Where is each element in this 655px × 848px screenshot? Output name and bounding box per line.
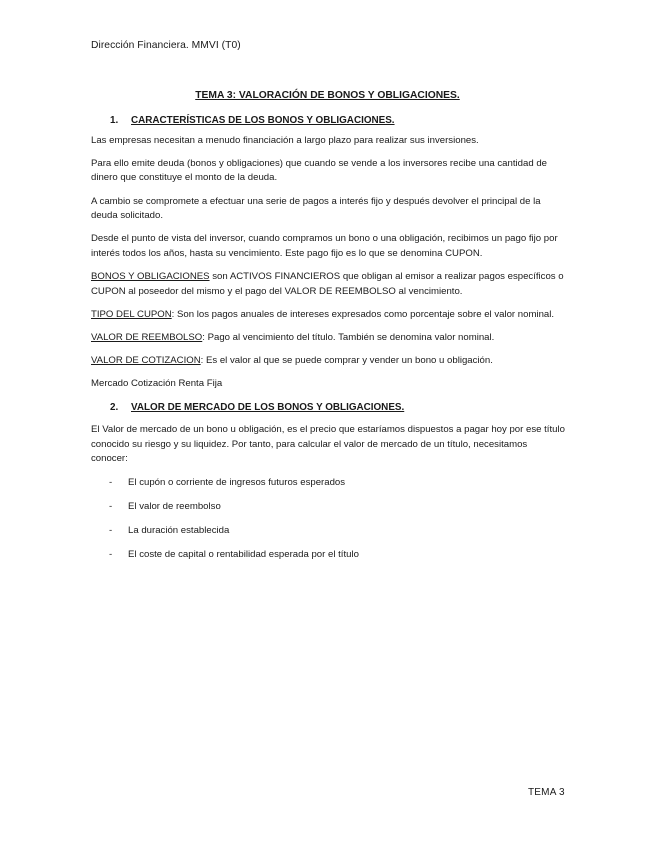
paragraph: A cambio se compromete a efectuar una serie de pagos a interés fijo y después devolver el principal de la deuda solicitado.: [91, 195, 541, 222]
document-title-text: TEMA 3: VALORACIÓN DE BONOS Y OBLIGACIONES.: [195, 90, 460, 101]
definition-valor-reembolso: [91, 331, 565, 346]
market-line: Mercado Cotización Renta Fija: [91, 378, 223, 390]
section-2-heading: [91, 401, 565, 416]
bullet-marker: -: [109, 476, 113, 488]
definition-term: TIPO DEL CUPON: [91, 308, 172, 320]
definition-text: : Es el valor al que se puede comprar y vender un bono u obligación.: [200, 355, 493, 367]
paragraph: Las empresas necesitan a menudo financiación a largo plazo para realizar sus inversiones.: [91, 134, 479, 146]
list-item: [91, 524, 565, 539]
bullet-list: [91, 476, 565, 563]
definition-text: son ACTIVOS FINANCIEROS que obligan al emisor a realizar pagos específicos o CUPON al poseedor del mismo y el pago del VALOR DE REEMBOLSO al vencimiento.: [91, 271, 564, 297]
document-title: [0, 90, 655, 101]
definition-valor-cotizacion: [91, 354, 565, 369]
definition-text: : Pago al vencimiento del título. También se denomina valor nominal.: [202, 332, 495, 344]
document-body: [91, 114, 565, 572]
running-header: Dirección Financiera. MMVI (T0): [91, 40, 241, 51]
definition-text: : Son los pagos anuales de intereses expresados como porcentaje sobre el valor nominal.: [171, 308, 555, 320]
definition-term: VALOR DE COTIZACION: [91, 355, 201, 367]
list-item-text: El coste de capital o rentabilidad esperada por el título: [128, 549, 359, 561]
bullet-marker: -: [109, 549, 113, 561]
list-item: [91, 476, 565, 491]
bullet-marker: -: [109, 500, 113, 512]
section-1-heading: [91, 114, 565, 129]
bullet-marker: -: [109, 525, 113, 536]
definition-term: BONOS Y OBLIGACIONES: [91, 271, 210, 283]
page-footer: TEMA 3: [528, 787, 565, 798]
section-1-number: 1.: [110, 115, 119, 126]
section-1-heading-text: CARACTERÍSTICAS DE LOS BONOS Y OBLIGACIONES.: [131, 115, 395, 126]
list-item-text: La duración establecida: [128, 525, 230, 536]
list-item-text: El valor de reembolso: [128, 500, 221, 512]
paragraph: Desde el punto de vista del inversor, cuando compramos un bono o una obligación, recibimos un pago fijo por interés todos los años, hasta su vencimiento. Este pago fijo es lo que se denomina CUPON.: [91, 233, 558, 259]
list-item-text: El cupón o corriente de ingresos futuros esperados: [128, 476, 346, 488]
definition-tipo-cupon: [91, 308, 565, 323]
definition-term: VALOR DE REEMBOLSO: [91, 332, 203, 344]
list-item: [91, 548, 565, 563]
section-2-heading-text: VALOR DE MERCADO DE LOS BONOS Y OBLIGACIONES.: [131, 401, 405, 413]
paragraph: Para ello emite deuda (bonos y obligaciones) que cuando se vende a los inversores recibe una cantidad de dinero que constituye el monto de la deuda.: [91, 157, 547, 184]
section-2-number: 2.: [110, 401, 119, 413]
definition-bonos: [91, 270, 565, 299]
list-item: [91, 500, 565, 515]
section-2-intro: El Valor de mercado de un bono u obligación, es el precio que estaríamos dispuestos a pagar hoy por ese título conocido su riesgo y su liquidez. Por tanto, para calcular el valor de mercado de un título, necesitamos conocer:: [91, 424, 565, 465]
